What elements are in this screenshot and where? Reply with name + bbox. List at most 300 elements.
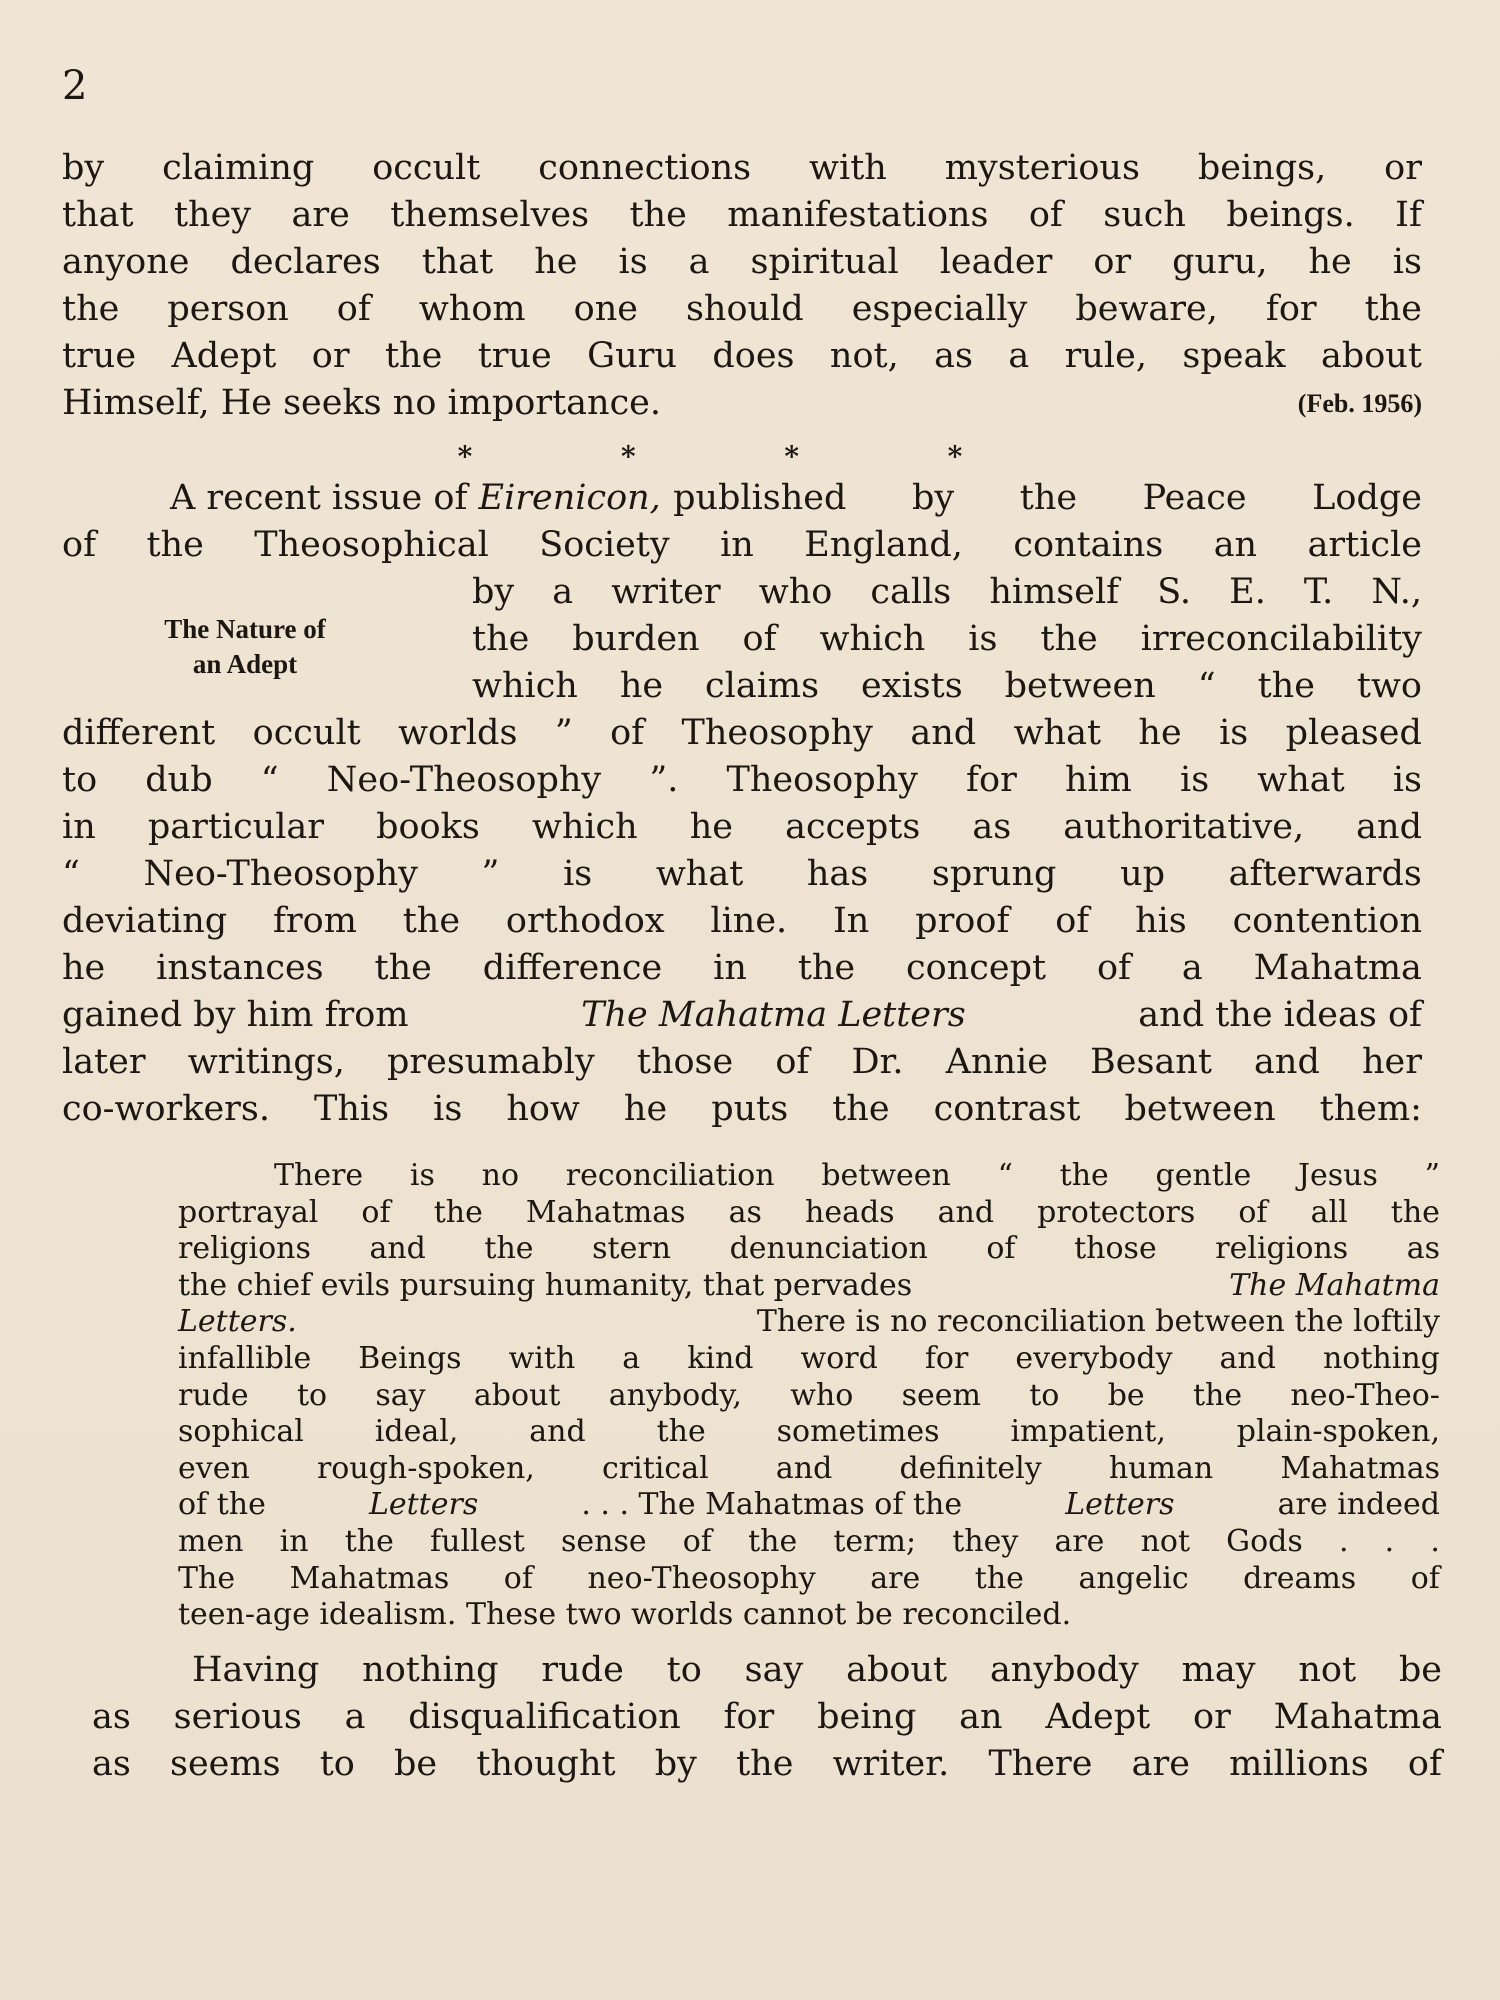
asterisk: *: [784, 440, 799, 473]
word: and: [937, 1194, 995, 1230]
word: the: [1364, 289, 1422, 329]
word: If: [1395, 195, 1422, 235]
quote-line: [178, 1487, 1440, 1524]
word: sprung: [931, 854, 1057, 894]
word: him: [1064, 760, 1132, 800]
word: them:: [1319, 1089, 1422, 1129]
word: beings,: [1197, 148, 1327, 188]
word: he: [619, 666, 664, 706]
word: men: [178, 1523, 244, 1559]
word: guru,: [1172, 242, 1268, 282]
word: be: [1398, 1650, 1442, 1690]
text-line: [62, 145, 1422, 192]
word: or: [1193, 1697, 1231, 1737]
word: as: [1406, 1231, 1440, 1267]
word: puts: [711, 1089, 789, 1129]
word: writer: [611, 572, 721, 612]
word: one: [573, 289, 638, 329]
text-line: [62, 945, 1422, 992]
word: those: [1074, 1231, 1157, 1267]
word: and: [1219, 1340, 1276, 1376]
word: stern: [592, 1231, 671, 1267]
text-line: [62, 333, 1422, 380]
text-line: [62, 804, 1422, 851]
word: to: [319, 1744, 355, 1784]
word: dreams: [1243, 1560, 1357, 1596]
word: rude: [178, 1377, 249, 1413]
word: not: [1298, 1650, 1357, 1690]
text-line: [472, 663, 1422, 710]
quote-line: [178, 1158, 1440, 1195]
word: is: [618, 242, 648, 282]
word: and: [1356, 807, 1422, 847]
word: for: [1265, 289, 1317, 329]
word: the: [797, 948, 856, 988]
word: between: [1004, 666, 1156, 706]
word: proof: [915, 901, 1010, 941]
word: true: [62, 336, 137, 376]
word: the: [1019, 478, 1078, 518]
word: deviating: [62, 901, 228, 941]
word: Gods: [1226, 1523, 1303, 1559]
word: the: [484, 1231, 534, 1267]
word: a: [344, 1697, 366, 1737]
word: for: [966, 760, 1017, 800]
margin-heading-line: an Adept: [192, 649, 298, 679]
word: being: [817, 1697, 917, 1737]
text-segment: the chief evils pursuing humanity, that pervades: [178, 1267, 913, 1303]
quote-line: [178, 1268, 1440, 1305]
word: especially: [851, 289, 1028, 329]
word: ”: [1424, 1158, 1440, 1193]
word: of: [610, 713, 645, 753]
paragraph-eirenicon: [62, 475, 1422, 1133]
word: human: [1108, 1450, 1214, 1486]
word: leader: [939, 242, 1053, 282]
text-line: [62, 898, 1422, 945]
word: sense: [560, 1523, 647, 1559]
section-separator: [440, 440, 980, 473]
book-title: Letters: [1065, 1487, 1175, 1523]
word: does: [712, 336, 795, 376]
word: nothing: [1322, 1340, 1440, 1376]
word: The: [178, 1560, 236, 1596]
word: say: [375, 1377, 426, 1413]
word: of: [503, 1560, 533, 1596]
word: the: [1390, 1194, 1440, 1230]
word: T.: [1303, 572, 1334, 612]
word: anyone: [62, 242, 190, 282]
quote-line: [178, 1524, 1440, 1561]
word: manifestations: [727, 195, 989, 235]
word: impatient,: [1010, 1414, 1166, 1450]
text-line: [62, 992, 1422, 1039]
word: what: [1257, 760, 1345, 800]
word: to: [666, 1650, 702, 1690]
word: word: [800, 1340, 878, 1376]
word: be: [394, 1744, 438, 1784]
word: anybody: [989, 1650, 1139, 1690]
word: not: [1140, 1523, 1191, 1559]
word: Besant: [1090, 1042, 1212, 1082]
word: such: [1103, 195, 1186, 235]
word: and: [1254, 1042, 1320, 1082]
word: all: [1310, 1194, 1348, 1230]
publication-title: Eirenicon,: [478, 478, 661, 518]
word: with: [508, 1340, 576, 1376]
book-title: The Mahatma Letters: [581, 995, 966, 1035]
word: Mahatmas: [1280, 1450, 1440, 1486]
word: spiritual: [750, 242, 899, 282]
word: disqualification: [408, 1697, 681, 1737]
word: whom: [418, 289, 526, 329]
word: pleased: [1285, 713, 1422, 753]
word: seem: [901, 1377, 981, 1413]
text-line: [62, 710, 1422, 757]
word: “: [997, 1158, 1013, 1193]
text-line: [92, 1741, 1442, 1788]
word: between: [821, 1158, 951, 1193]
word: an: [959, 1697, 1003, 1737]
word: in: [720, 525, 754, 565]
word: .: [1338, 1523, 1349, 1559]
word: is: [433, 1089, 463, 1129]
word: in: [713, 948, 747, 988]
word: beware,: [1075, 289, 1218, 329]
word: Theosophy: [726, 760, 918, 800]
word: everybody: [1015, 1340, 1173, 1376]
word: worlds: [398, 713, 518, 753]
word: claims: [705, 666, 820, 706]
margin-heading-line: The Nature of: [164, 614, 326, 644]
text-segment: teen-age idealism. These two worlds cannot be reconciled.: [178, 1597, 1072, 1633]
word: presumably: [386, 1042, 595, 1082]
word: of: [1410, 1560, 1440, 1596]
word: Dr.: [851, 1042, 904, 1082]
word: neo-Theo-: [1290, 1377, 1440, 1413]
word: no: [481, 1158, 520, 1193]
asterisk: *: [457, 440, 473, 473]
word: In: [832, 901, 870, 941]
word: his: [1135, 901, 1187, 941]
word: the: [974, 1560, 1024, 1596]
word: with: [809, 148, 887, 188]
word: England,: [804, 525, 963, 565]
word: sometimes: [776, 1414, 940, 1450]
word: mysterious: [944, 148, 1140, 188]
word: rude: [541, 1650, 624, 1690]
word: Guru: [587, 336, 677, 376]
word: who: [758, 572, 833, 612]
word: reconciliation: [565, 1158, 775, 1193]
text-line: [62, 1039, 1422, 1086]
word: ”.: [649, 760, 679, 800]
word: contains: [1013, 525, 1164, 565]
word: he: [534, 242, 578, 282]
word: anybody,: [608, 1377, 742, 1413]
word: say: [744, 1650, 804, 1690]
quote-line: [178, 1561, 1440, 1598]
word: heads: [805, 1194, 895, 1230]
word: which: [472, 666, 578, 706]
word: a: [552, 572, 574, 612]
word: the: [629, 195, 687, 235]
asterisk: *: [621, 440, 636, 473]
text-segment: gained by him from: [62, 995, 409, 1035]
word: the: [472, 619, 530, 659]
word: instances: [156, 948, 324, 988]
word: Adept: [1045, 1697, 1151, 1737]
word: nothing: [362, 1650, 499, 1690]
word: are: [1054, 1523, 1105, 1559]
word: as: [972, 807, 1012, 847]
word: Mahatma: [1253, 948, 1422, 988]
word: is: [1219, 713, 1249, 753]
word: by: [62, 148, 105, 188]
word: in: [62, 807, 96, 847]
word: what: [655, 854, 744, 894]
word: declares: [230, 242, 381, 282]
word: fullest: [430, 1523, 525, 1559]
word: religions: [1215, 1231, 1349, 1267]
word: Annie: [945, 1042, 1048, 1082]
word: as: [934, 336, 973, 376]
word: the: [374, 948, 432, 988]
word: the: [146, 525, 204, 565]
word: E.: [1229, 572, 1266, 612]
word: of: [1055, 901, 1090, 941]
word: beings.: [1226, 195, 1355, 235]
word: by: [654, 1744, 697, 1784]
word: Theosophy: [681, 713, 873, 753]
word: burden: [572, 619, 700, 659]
book-title: The Mahatma: [1229, 1267, 1440, 1303]
text-line: [62, 192, 1422, 239]
text-segment: [673, 475, 1422, 522]
text-line: [62, 380, 1422, 427]
word: published: [673, 478, 847, 518]
word: There: [274, 1158, 364, 1193]
word: occult: [372, 148, 481, 188]
paragraph-continued: [62, 145, 1422, 427]
word: by: [912, 478, 955, 518]
word: the: [736, 1744, 794, 1784]
text-segment: and the ideas of: [1138, 995, 1422, 1035]
word: Mahatmas: [525, 1194, 686, 1230]
word: for: [723, 1697, 775, 1737]
quote-line: [178, 1597, 1440, 1634]
word: There: [988, 1744, 1093, 1784]
word: books: [376, 807, 480, 847]
word: calls: [870, 572, 952, 612]
text-segment: There is no reconciliation between the loftily: [756, 1304, 1440, 1340]
word: authoritative,: [1063, 807, 1305, 847]
word: Peace: [1142, 478, 1247, 518]
text-line: [62, 522, 1422, 569]
word: occult: [252, 713, 361, 753]
word: religions: [178, 1231, 311, 1267]
word: ”: [554, 713, 573, 753]
word: concept: [906, 948, 1047, 988]
word: of: [1096, 948, 1131, 988]
word: plain-spoken,: [1236, 1414, 1440, 1450]
word: afterwards: [1228, 854, 1422, 894]
word: thought: [476, 1744, 616, 1784]
word: that: [421, 242, 494, 282]
word: contrast: [933, 1089, 1081, 1129]
word: claiming: [162, 148, 315, 188]
word: exists: [861, 666, 963, 706]
word: later: [62, 1042, 146, 1082]
word: or: [311, 336, 350, 376]
word: gentle: [1155, 1158, 1252, 1193]
word: S.: [1157, 572, 1192, 612]
word: they: [173, 195, 252, 235]
paragraph-response: [92, 1647, 1442, 1788]
word: critical: [602, 1450, 709, 1486]
word: how: [506, 1089, 580, 1129]
word: ideal,: [374, 1414, 459, 1450]
word: the: [656, 1414, 706, 1450]
word: serious: [173, 1697, 302, 1737]
word: millions: [1229, 1744, 1369, 1784]
word: should: [685, 289, 804, 329]
word: be: [1107, 1377, 1145, 1413]
quote-line: [178, 1195, 1440, 1232]
word: he: [689, 807, 734, 847]
word: about: [846, 1650, 948, 1690]
word: a: [622, 1340, 641, 1376]
word: as: [92, 1744, 131, 1784]
word: the: [1192, 1377, 1243, 1413]
word: writer.: [832, 1744, 950, 1784]
word: difference: [482, 948, 663, 988]
word: protectors: [1037, 1194, 1196, 1230]
word: Lodge: [1312, 478, 1422, 518]
text-line: [92, 1694, 1442, 1741]
word: kind: [687, 1340, 754, 1376]
word: co-workers.: [62, 1089, 271, 1129]
word: of: [682, 1523, 712, 1559]
word: of: [336, 289, 371, 329]
text-line: [62, 757, 1422, 804]
word: himself: [989, 572, 1120, 612]
word: themselves: [390, 195, 590, 235]
quote-line: [178, 1451, 1440, 1488]
word: an: [1213, 525, 1258, 565]
text-line: [92, 1647, 1442, 1694]
word: article: [1307, 525, 1422, 565]
text-segment: A recent issue of Eirenicon,: [170, 478, 661, 518]
word: of: [986, 1231, 1016, 1267]
word: to: [1029, 1377, 1060, 1413]
quote-line: [178, 1304, 1440, 1341]
word: ”: [481, 854, 500, 894]
word: .: [1384, 1523, 1395, 1559]
word: and: [529, 1414, 586, 1450]
word: he: [1308, 242, 1352, 282]
word: Adept: [171, 336, 277, 376]
word: Jesus: [1297, 1158, 1378, 1193]
book-title: Letters.: [178, 1304, 297, 1340]
text-line: [62, 475, 1422, 522]
word: for: [924, 1340, 969, 1376]
word: Neo-Theosophy: [326, 760, 602, 800]
text-line: [472, 569, 1422, 616]
word: as: [728, 1194, 762, 1230]
word: seems: [170, 1744, 281, 1784]
word: orthodox: [505, 901, 665, 941]
word: to: [62, 760, 98, 800]
word: of: [361, 1194, 391, 1230]
word: or: [1384, 148, 1422, 188]
word: are: [291, 195, 350, 235]
word: Having: [192, 1650, 320, 1690]
word: the: [62, 289, 120, 329]
word: is: [1180, 760, 1210, 800]
word: N.,: [1371, 572, 1422, 612]
word: a: [1008, 336, 1030, 376]
word: denunciation: [729, 1231, 928, 1267]
word: the: [1257, 666, 1315, 706]
word: he: [1138, 713, 1182, 753]
word: of: [1407, 1744, 1442, 1784]
quote-line: [178, 1231, 1440, 1268]
word: he: [623, 1089, 668, 1129]
block-quote: [178, 1158, 1440, 1634]
asterisk: *: [947, 440, 963, 473]
word: Mahatmas: [289, 1560, 450, 1596]
word: irreconcilability: [1140, 619, 1422, 659]
word: by: [472, 572, 515, 612]
word: those: [636, 1042, 734, 1082]
word: angelic: [1078, 1560, 1189, 1596]
word: dub: [145, 760, 213, 800]
word: and: [369, 1231, 426, 1267]
word: “: [260, 760, 279, 800]
quote-line: [178, 1378, 1440, 1415]
word: is: [1392, 242, 1422, 282]
word: the: [748, 1523, 798, 1559]
word: infallible: [178, 1340, 312, 1376]
word: sophical: [178, 1414, 304, 1450]
word: “: [1197, 666, 1216, 706]
word: in: [279, 1523, 309, 1559]
word: her: [1361, 1042, 1422, 1082]
word: This: [314, 1089, 390, 1129]
word: Mahatma: [1273, 1697, 1442, 1737]
word: about: [1320, 336, 1422, 376]
text-line: [472, 616, 1422, 663]
word: the: [384, 336, 443, 376]
word: true: [477, 336, 552, 376]
word: may: [1181, 1650, 1256, 1690]
word: what: [1013, 713, 1102, 753]
text-segment: are indeed: [1277, 1487, 1440, 1523]
word: writings,: [187, 1042, 345, 1082]
word: .: [1430, 1523, 1440, 1559]
word: term;: [833, 1523, 917, 1559]
word: who: [790, 1377, 854, 1413]
word: which: [531, 807, 638, 847]
word: Neo-Theosophy: [143, 854, 418, 894]
word: Theosophical: [254, 525, 489, 565]
word: rule,: [1064, 336, 1147, 376]
text-line: [62, 286, 1422, 333]
text-segment: of the: [178, 1487, 266, 1523]
quote-line: [178, 1414, 1440, 1451]
word: particular: [147, 807, 325, 847]
